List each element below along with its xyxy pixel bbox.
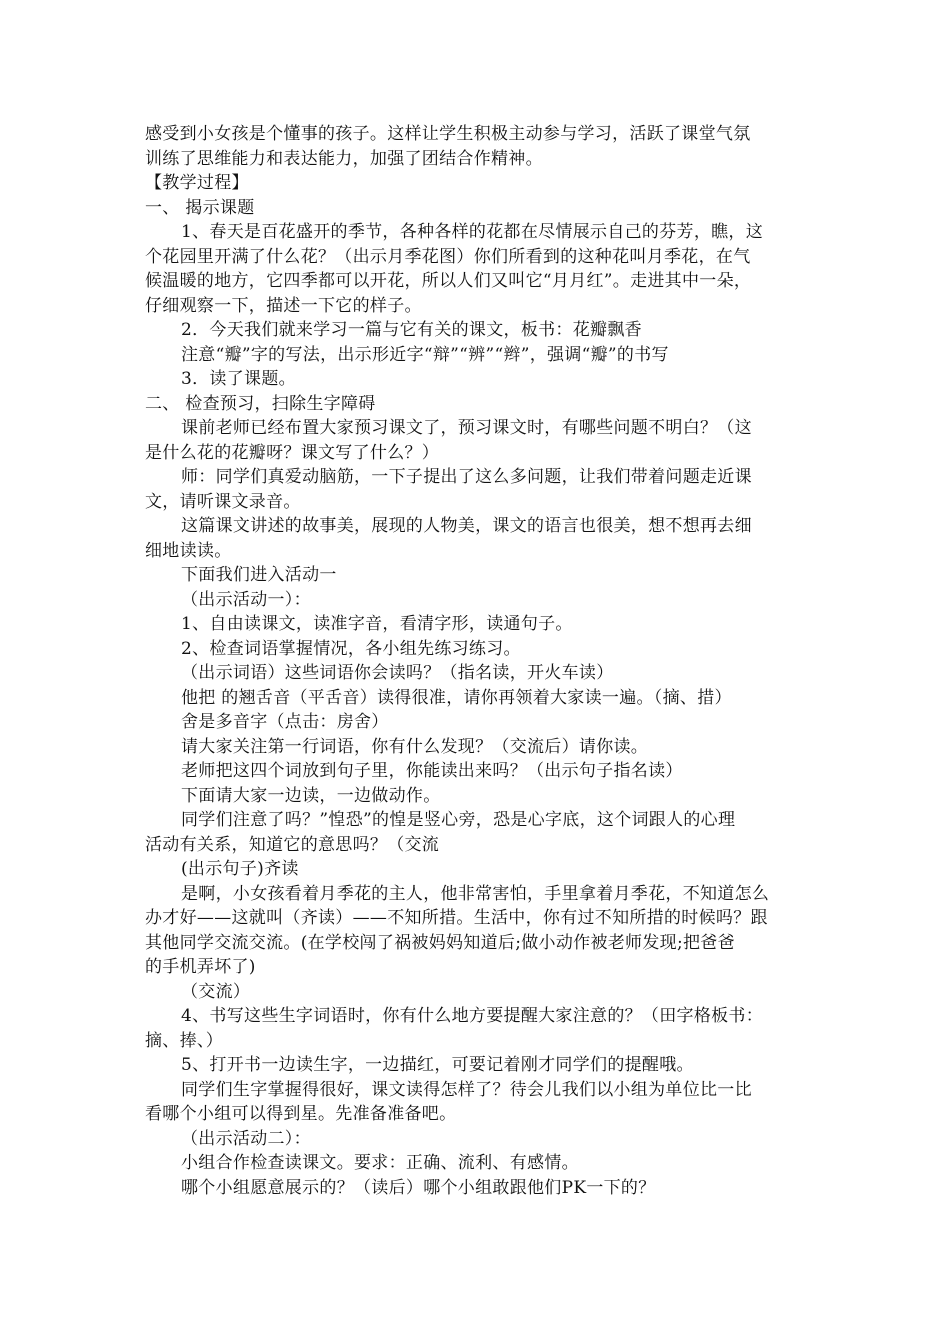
text-line: 同学们注意了吗？”惶恐”的惶是竖心旁，恐是心字底，这个词跟人的心理	[181, 810, 736, 830]
text-line: 1、春天是百花盛开的季节，各种各样的花都在尽情展示自己的芬芳，瞧，这	[181, 222, 764, 242]
text-line: 文，请听课文录音。	[145, 491, 301, 512]
text-line: 舍是多音字（点击：房舍）	[181, 712, 389, 732]
text-line: 2．今天我们就来学习一篇与它有关的课文，板书：花瓣飘香	[181, 320, 642, 340]
text-line: 细地读读。	[145, 540, 232, 561]
text-line: 其他同学交流交流。(在学校闯了祸被妈妈知道后;做小动作被老师发现;把爸爸	[145, 932, 735, 953]
text-line: 是什么花的花瓣呀？课文写了什么？）	[145, 442, 440, 463]
text-line: 5、打开书一边读生字，一边描红，可要记着刚才同学们的提醒哦。	[181, 1055, 694, 1075]
text-line: 他把 的翘舌音（平舌音）读得很准，请你再领着大家读一遍。（摘、措）	[181, 687, 732, 708]
text-line: 1、自由读课文，读准字音，看清字形，读通句子。	[181, 614, 573, 634]
text-line: 的手机弄坏了)	[145, 957, 256, 977]
text-line: (出示句子)齐读	[181, 859, 299, 879]
text-line: 3．读了课题。	[181, 369, 296, 389]
text-line: 感受到小女孩是个懂事的孩子。这样让学生积极主动参与学习，活跃了课堂气氛	[145, 124, 751, 144]
text-line: 一、 揭示课题	[145, 197, 255, 218]
text-line: 看哪个小组可以得到星。先准备准备吧。	[145, 1104, 457, 1124]
text-line: 哪个小组愿意展示的？（读后）哪个小组敢跟他们PK一下的？	[181, 1177, 656, 1198]
text-line: 候温暖的地方，它四季都可以开花，所以人们又叫它“月月红”。走进其中一朵，	[145, 271, 752, 291]
text-line: 二、 检查预习，扫除生字障碍	[145, 393, 376, 414]
text-line: （交流）	[181, 981, 251, 1002]
text-line: （出示词语）这些词语你会读吗？（指名读，开火车读）	[181, 663, 614, 683]
text-line: 下面我们进入活动一	[181, 565, 337, 585]
text-line: 下面请大家一边读，一边做动作。	[181, 785, 441, 806]
text-line: 【教学过程】	[145, 173, 249, 193]
text-line: 摘、捧、）	[145, 1030, 223, 1051]
text-line: 小组合作检查读课文。要求：正确、流利、有感情。	[181, 1153, 579, 1173]
text-line: 这篇课文讲述的故事美，展现的人物美，课文的语言也很美，想不想再去细	[181, 516, 752, 536]
text-line: 课前老师已经布置大家预习课文了，预习课文时，有哪些问题不明白？（这	[181, 418, 752, 438]
text-line: 注意“瓣”字的写法，出示形近字“辩”“辨”“辫”，强调“瓣”的书写	[181, 344, 669, 365]
text-line: 是啊，小女孩看着月季花的主人，他非常害怕，手里拿着月季花，不知道怎么	[181, 883, 770, 904]
text-line: （出示活动二）：	[181, 1128, 311, 1149]
text-line: 个花园里开满了什么花？（出示月季花图）你们所看到的这种花叫月季花，在气	[145, 246, 751, 267]
text-line: 2、检查词语掌握情况，各小组先练习练习。	[181, 638, 521, 659]
text-line: 仔细观察一下，描述一下它的样子。	[145, 295, 422, 316]
document-body	[145, 122, 810, 1200]
text-line: 师：同学们真爱动脑筋，一下子提出了这么多问题，让我们带着问题走近课	[181, 467, 752, 487]
text-line: 活动有关系，知道它的意思吗？（交流	[145, 834, 440, 855]
text-line: （出示活动一）：	[181, 589, 311, 610]
text-line: 同学们生字掌握得很好，课文读得怎样了？待会儿我们以小组为单位比一比	[181, 1079, 752, 1100]
text-line: 老师把这四个词放到句子里，你能读出来吗？（出示句子指名读）	[181, 761, 683, 781]
text-line: 训练了思维能力和表达能力，加强了团结合作精神。	[145, 148, 543, 169]
text-line: 请大家关注第一行词语，你有什么发现？（交流后）请你读。	[181, 736, 649, 757]
text-line: 4、书写这些生字词语时，你有什么地方要提醒大家注意的？（田字格板书：	[181, 1006, 764, 1026]
text-line: 办才好——这就叫（齐读）——不知所措。生活中，你有过不知所措的时候吗？跟	[145, 908, 768, 928]
